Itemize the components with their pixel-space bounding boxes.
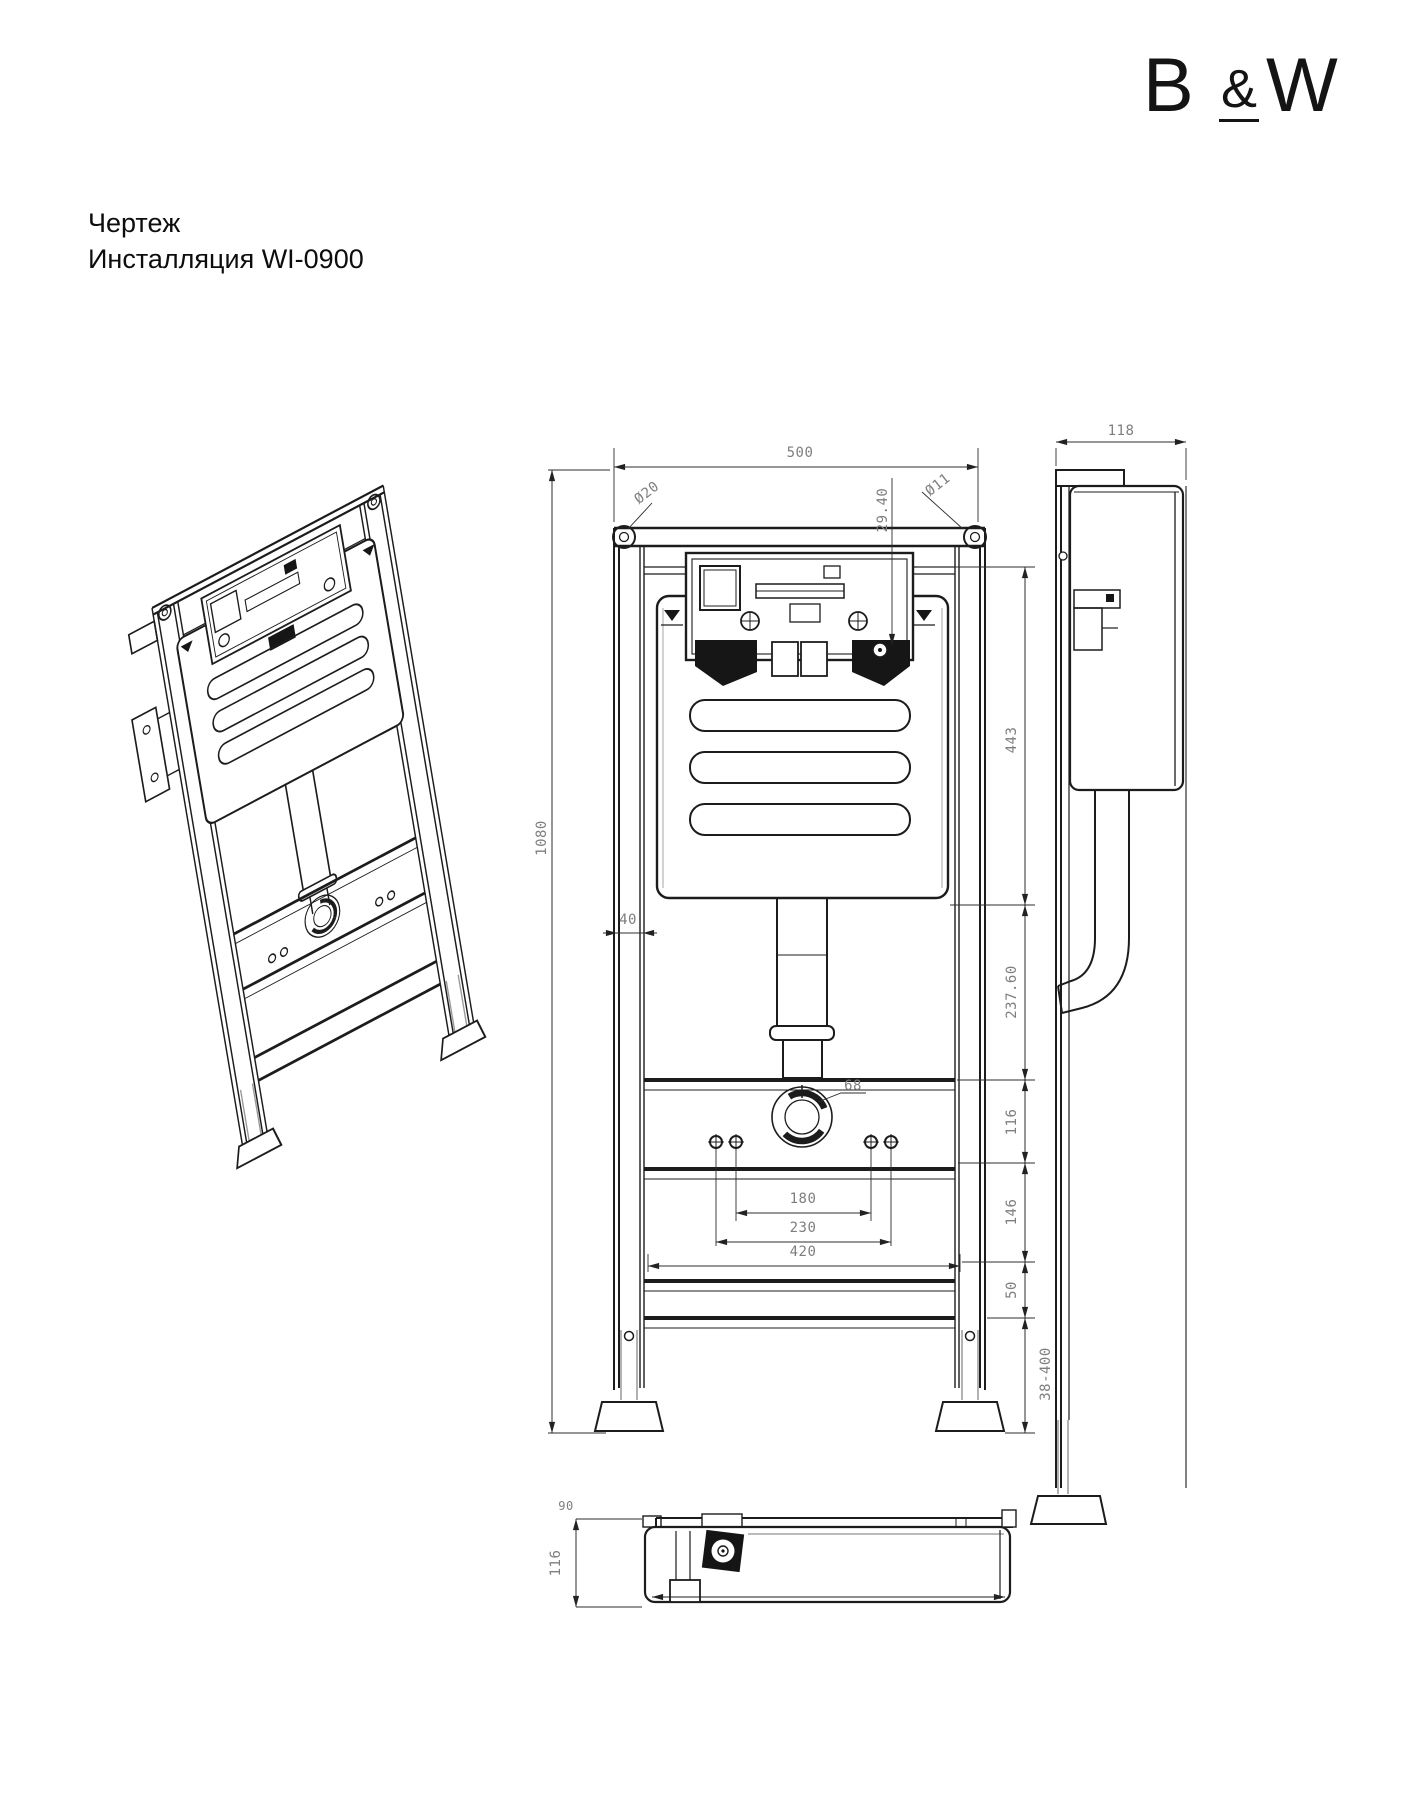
dim-profile-width: 40 xyxy=(619,912,637,928)
dim-bottom-edge-offset: 90 xyxy=(558,1499,574,1513)
dim-bottom-depth: 116 xyxy=(548,1549,564,1577)
dim-frame-width: 500 xyxy=(786,445,814,461)
logo-ampersand: & xyxy=(1221,59,1258,119)
dim-inner-bolt-spacing: 180 xyxy=(789,1191,817,1207)
dim-rail-width: 420 xyxy=(789,1244,817,1260)
front-view xyxy=(595,526,1004,1431)
side-view xyxy=(1031,470,1186,1524)
dim-frame-height: 1080 xyxy=(534,820,550,856)
dim-pipe-length: 237.60 xyxy=(1004,965,1020,1019)
dim-outlet-offset: 116 xyxy=(1004,1108,1020,1136)
dim-rail-height: 50 xyxy=(1004,1281,1020,1299)
dim-bracket-offset: 146 xyxy=(1004,1198,1020,1226)
dim-outer-bolt-spacing: 230 xyxy=(789,1220,817,1236)
dim-hole-top-right: Ø11 xyxy=(922,470,954,500)
dim-foot-adjust-range: 38-400 xyxy=(1038,1347,1054,1401)
dim-side-depth: 118 xyxy=(1107,423,1135,439)
dim-outlet-diameter: 68 xyxy=(844,1078,862,1094)
dim-top-offset: 29.40 xyxy=(875,487,891,533)
dim-cistern-height: 443 xyxy=(1004,726,1020,754)
logo-letter-b: B xyxy=(1143,43,1194,128)
drawing-title-line2: Инсталляция WI-0900 xyxy=(88,244,364,274)
drawing-title-line1: Чертеж xyxy=(88,208,181,238)
dim-hole-top-left: Ø20 xyxy=(631,478,663,508)
isometric-view xyxy=(116,481,485,1183)
logo-letter-w: W xyxy=(1266,43,1338,128)
bottom-view xyxy=(643,1510,1016,1602)
bottom-view-dimensions xyxy=(576,1519,642,1607)
